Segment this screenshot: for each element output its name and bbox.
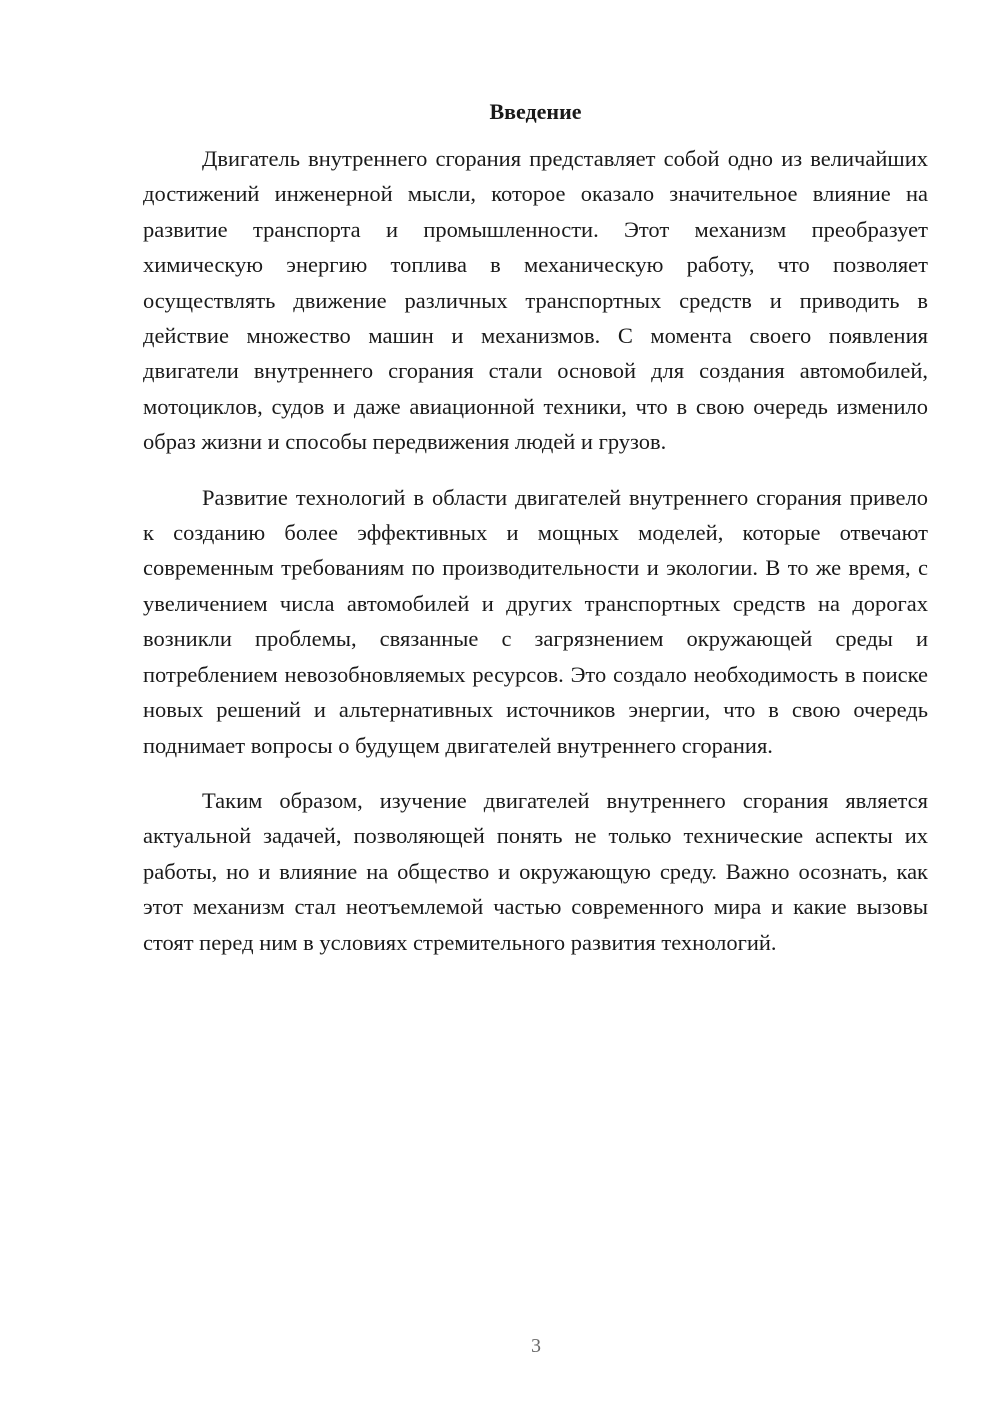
paragraph-2: Развитие технологий в области двигателей внутреннего сгорания привело к созданию более эффективных и мощных моделей, которые отвечают современным требованиям по производительности и экологии. В то же время, с увеличением числа автомобилей и других транспортных средств на дорогах возникли проблемы, связанные с загрязнением окружающей среды и потреблением невозобновляемых ресурсов. Это создало необходимость в поиске новых решений и альтернативных источников энергии, что в свою очередь поднимает вопросы о будущем двигателей внутреннего сгорания.: [143, 484, 928, 758]
paragraph-1: Двигатель внутреннего сгорания представляет собой одно из величайших достижений инженерной мысли, которое оказало значительное влияние на развитие транспорта и промышленности. Этот механизм преобразует химическую энергию топлива в механическую работу, что позволяет осуществлять движение различных транспортных средств и приводить в действие множество машин и механизмов. С момента своего появления двигатели внутреннего сгорания стали основой для создания автомобилей, мотоциклов, судов и даже авиационной техники, что в свою очередь изменило образ жизни и способы передвижения людей и грузов.: [143, 146, 928, 455]
page-number: 3: [531, 1335, 541, 1357]
section-title: Введение: [489, 99, 582, 124]
paragraph-3: Таким образом, изучение двигателей внутреннего сгорания является актуальной задачей, позволяющей понять не только технические аспекты их работы, но и влияние на общество и окружающую среду. Важно осознать, как этот механизм стал неотъемлемой частью современного мира и какие вызовы стоят перед ним в условиях стремительного развития технологий.: [143, 787, 928, 955]
body-text: [143, 141, 928, 960]
